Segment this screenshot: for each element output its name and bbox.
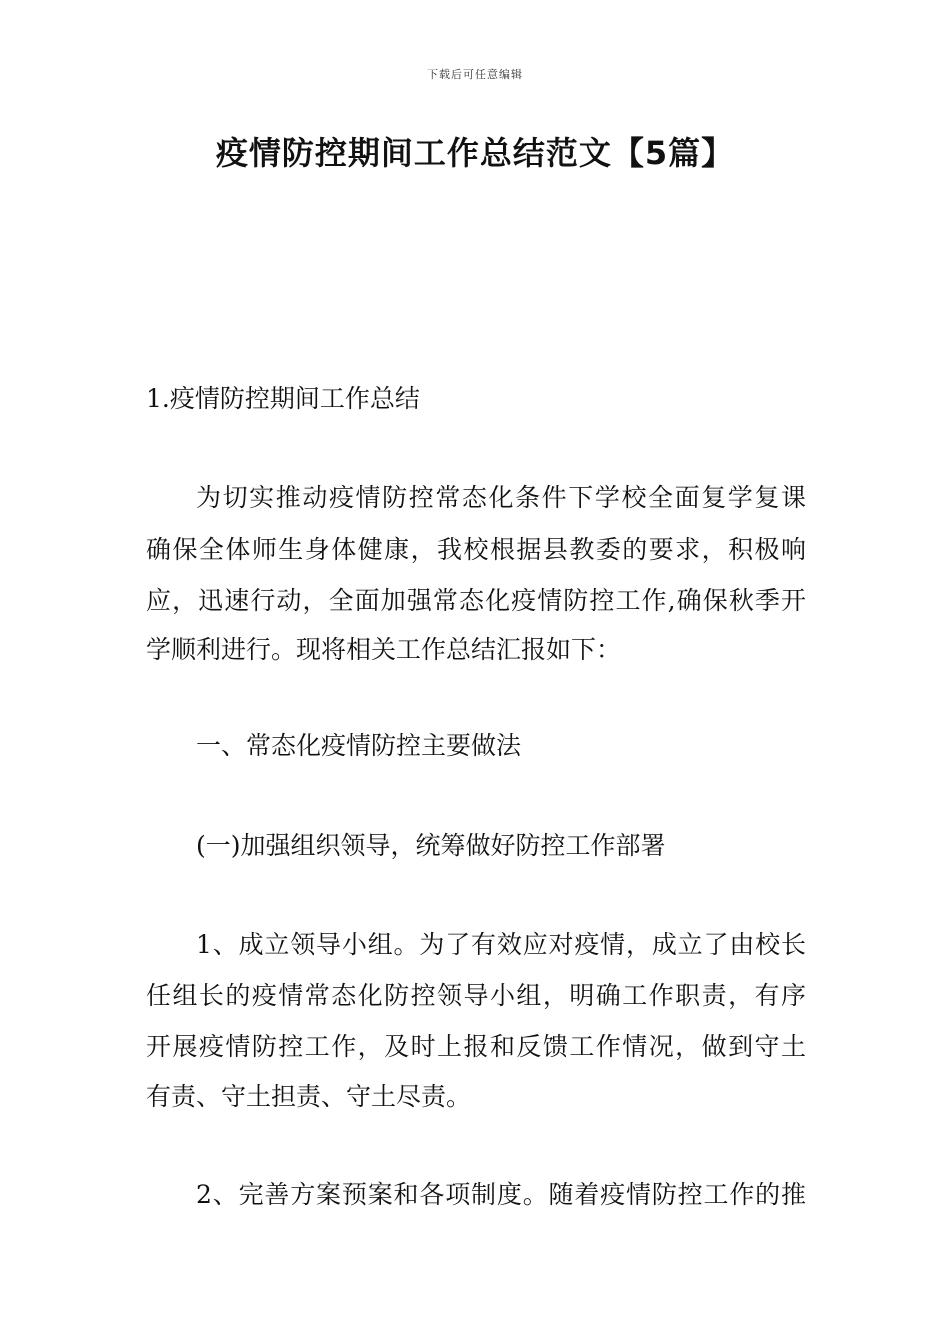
header-note: 下载后可任意编辑 bbox=[427, 68, 523, 81]
item-one-line-2: 任组长的疫情常态化防控领导小组，明确工作职责，有序 bbox=[146, 981, 806, 1010]
page-title: 疫情防控期间工作总结范文【5篇】 bbox=[215, 134, 735, 172]
intro-line-2: 确保全体师生身体健康，我校根据县教委的要求，积极响 bbox=[146, 535, 806, 564]
item-two-line-1: 2、完善方案预案和各项制度。随着疫情防控工作的推 bbox=[196, 1180, 806, 1209]
intro-line-3: 应，迅速行动，全面加强常态化疫情防控工作,确保秋季开 bbox=[146, 586, 806, 615]
subheading-one: (一)加强组织领导，统筹做好防控工作部署 bbox=[196, 831, 666, 860]
intro-line-1: 为切实推动疫情防控常态化条件下学校全面复学复课 bbox=[196, 483, 806, 512]
heading-one: 一、常态化疫情防控主要做法 bbox=[196, 731, 522, 760]
section-heading: 1.疫情防控期间工作总结 bbox=[146, 384, 420, 413]
item-one-line-1: 1、成立领导小组。为了有效应对疫情，成立了由校长 bbox=[196, 930, 806, 959]
item-one-line-4: 有责、守土担责、守土尽责。 bbox=[146, 1082, 472, 1111]
intro-line-4: 学顺利进行。现将相关工作总结汇报如下： bbox=[146, 635, 622, 664]
item-one-line-3: 开展疫情防控工作，及时上报和反馈工作情况，做到守土 bbox=[146, 1032, 806, 1061]
